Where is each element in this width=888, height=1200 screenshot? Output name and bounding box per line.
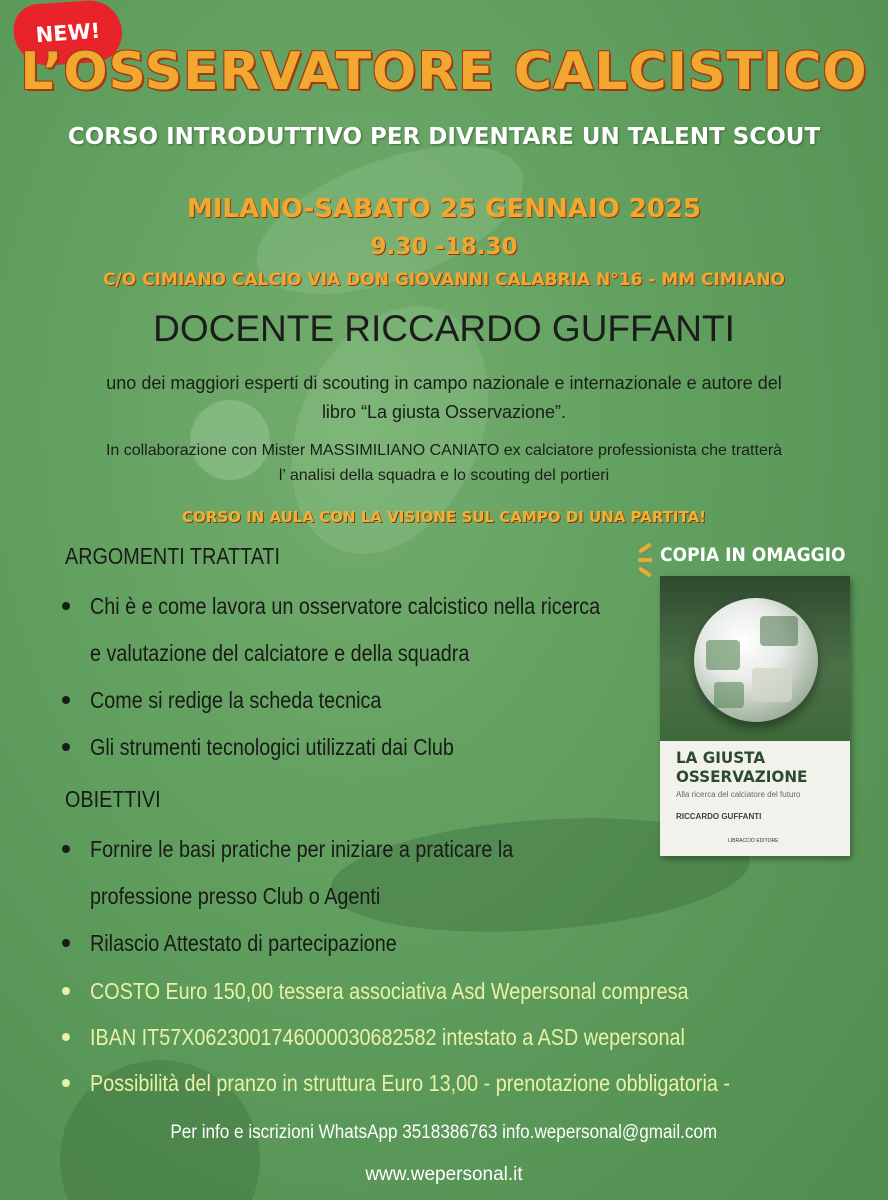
- list-item: [60, 724, 620, 771]
- book-cover: [660, 576, 850, 856]
- list-item-text: Rilascio Attestato di partecipazione: [90, 930, 397, 956]
- football-icon: [694, 598, 818, 722]
- iban-text: IBAN IT57X0623001746000030682582 intestato a ASD wepersonal: [90, 1024, 685, 1050]
- collaboration-note: [20, 438, 868, 488]
- book-author: RICCARDO GUFFANTI: [676, 812, 762, 821]
- book-title: LA GIUSTA OSSERVAZIONE: [676, 748, 808, 786]
- book-subtitle: Alla ricerca del calciatore del futuro: [676, 790, 801, 799]
- bullet-icon: [62, 939, 70, 947]
- event-time: 9.30 -18.30: [370, 234, 518, 260]
- poster-subtitle: CORSO INTRODUTTIVO PER DIVENTARE UN TALENT SCOUT: [67, 124, 821, 150]
- list-item-text: Fornire le basi pratiche per iniziare a praticare la professione presso Club o Agenti: [90, 836, 514, 909]
- list-item: [60, 968, 860, 1014]
- info-list: [60, 968, 860, 1106]
- book-publisher: LIBRACCIO EDITORE: [728, 838, 779, 844]
- bullet-icon: [62, 696, 70, 704]
- bullet-icon: [62, 987, 70, 995]
- list-item: [60, 1060, 860, 1106]
- bullet-icon: [62, 743, 70, 751]
- contact-info-text: Per info e iscrizioni WhatsApp 3518386763 info.wepersonal@gmail.com: [170, 1122, 718, 1143]
- bullet-icon: [62, 602, 70, 610]
- lunch-text: Possibilità del pranzo in struttura Euro 13,00 - prenotazione obbligatoria -: [90, 1070, 730, 1096]
- collaboration-line: l’ analisi della squadra e lo scouting del portieri: [278, 467, 610, 484]
- poster-title: L’OSSERVATORE CALCISTICO: [20, 42, 868, 102]
- list-item: [60, 583, 620, 677]
- list-item: [60, 677, 620, 724]
- topics-heading: ARGOMENTI TRATTATI: [65, 543, 281, 569]
- event-date: MILANO-SABATO 25 GENNAIO 2025: [186, 194, 702, 224]
- list-item-text: Come si redige la scheda tecnica: [90, 687, 382, 713]
- teacher-bio: [20, 369, 868, 427]
- list-item: [60, 920, 620, 967]
- bullet-icon: [62, 1079, 70, 1087]
- objectives-heading: OBIETTIVI: [65, 786, 161, 812]
- burst-icon: [636, 542, 658, 578]
- list-item: [60, 826, 620, 920]
- objectives-list: [60, 826, 620, 967]
- course-highlight: CORSO IN AULA CON LA VISIONE SUL CAMPO DI UNA PARTITA!: [182, 508, 706, 526]
- list-item-text: Gli strumenti tecnologici utilizzati dai Club: [90, 734, 454, 760]
- book-cover-photo: [660, 576, 850, 741]
- gift-label: [636, 540, 866, 580]
- contact-info: [0, 1122, 888, 1144]
- teacher-bio-line: uno dei maggiori esperti di scouting in campo nazionale e internazionale e autore del: [106, 373, 782, 393]
- new-badge-label: NEW!: [34, 18, 102, 48]
- bullet-icon: [62, 845, 70, 853]
- bullet-icon: [62, 1033, 70, 1041]
- gift-label-text: COPIA IN OMAGGIO: [660, 544, 846, 566]
- event-venue: C/O CIMIANO CALCIO VIA DON GIOVANNI CALABRIA N°16 - MM CIMIANO: [103, 270, 785, 290]
- topics-list: [60, 583, 620, 771]
- collaboration-line: In collaborazione con Mister MASSIMILIANO CANIATO ex calciatore professionista che tratterà: [105, 442, 783, 459]
- website-link[interactable]: www.wepersonal.it: [365, 1164, 523, 1185]
- teacher-bio-line: libro “La giusta Osservazione”.: [321, 402, 567, 422]
- cost-text: COSTO Euro 150,00 tessera associativa Asd Wepersonal compresa: [90, 978, 689, 1004]
- list-item-text: Chi è e come lavora un osservatore calcistico nella ricerca e valutazione del calciatore e della squadra: [90, 593, 601, 666]
- teacher-heading: DOCENTE RICCARDO GUFFANTI: [153, 308, 735, 349]
- list-item: [60, 1014, 860, 1060]
